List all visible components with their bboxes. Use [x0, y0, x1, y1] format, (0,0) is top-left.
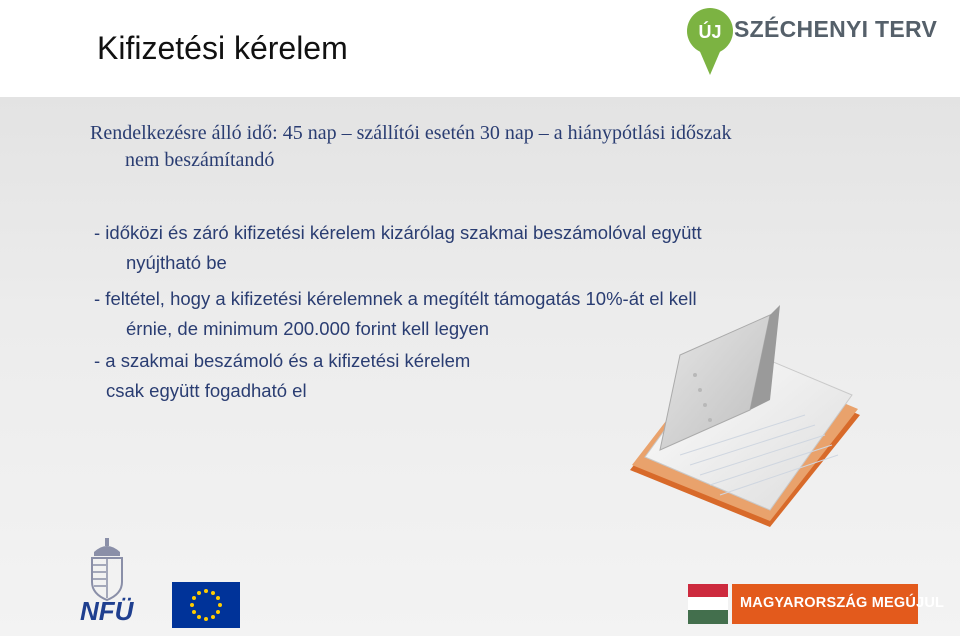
nfu-text: NFÜ: [80, 596, 134, 626]
bullet-line-2: nyújtható be: [126, 252, 227, 273]
bullet-item: [94, 218, 894, 278]
hungarian-flag: [688, 584, 728, 624]
intro-line-2: nem beszámítandó: [125, 149, 275, 171]
bullet-item: [94, 346, 894, 406]
bullet-line-1: - a szakmai beszámoló és a kifizetési kérelem: [94, 350, 471, 371]
intro-line-1: Rendelkezésre álló idő: 45 nap – szállítói esetén 30 nap – a hiánypótlási időszak: [90, 122, 732, 144]
szechenyi-badge: ÚJ: [698, 22, 722, 42]
slide-title: Kifizetési kérelem: [97, 30, 348, 66]
intro-paragraph: [90, 120, 920, 174]
bullet-line-2: csak együtt fogadható el: [106, 380, 307, 401]
eu-flag: [172, 582, 240, 628]
szechenyi-name: SZÉCHENYI TERV: [734, 16, 938, 42]
bullet-line-1: - időközi és záró kifizetési kérelem kizárólag szakmai beszámolóval együtt: [94, 222, 702, 243]
bullet-line-1: - feltétel, hogy a kifizetési kérelemnek a megítélt támogatás 10%-át el kell: [94, 288, 697, 309]
bullet-line-2: érnie, de minimum 200.000 forint kell legyen: [126, 318, 489, 339]
magyarorszag-megujul-text: MAGYARORSZÁG MEGÚJUL: [740, 595, 945, 611]
bullet-item: [94, 284, 894, 344]
